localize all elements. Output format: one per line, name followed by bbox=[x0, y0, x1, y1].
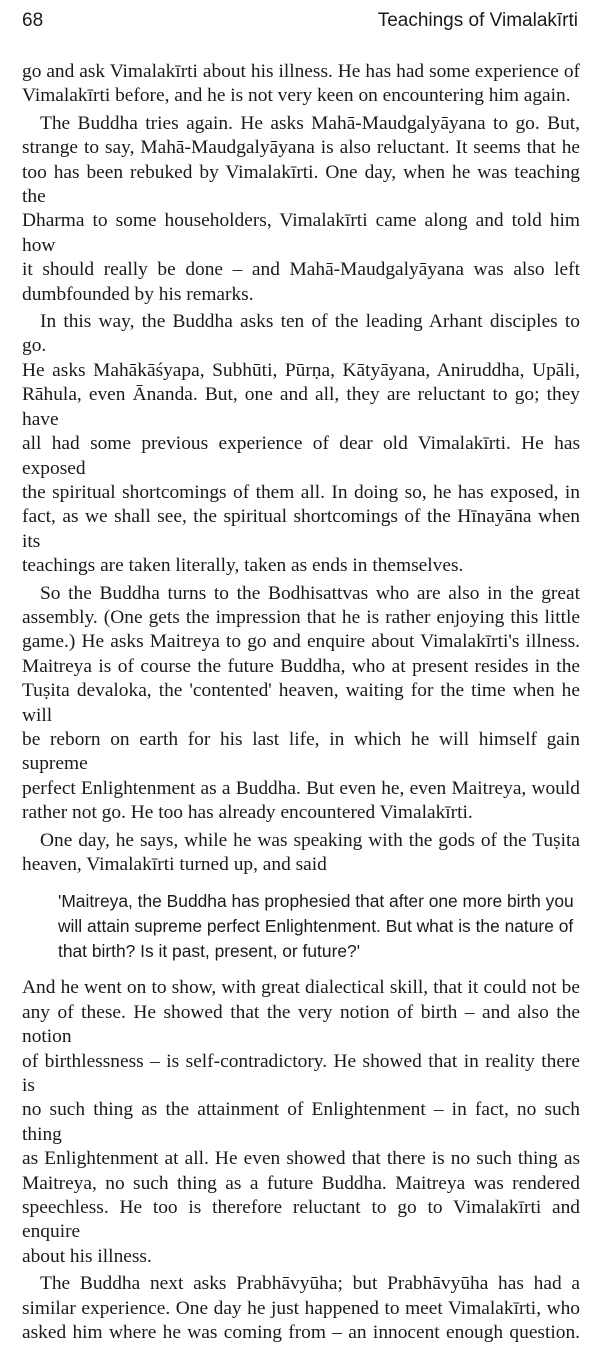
text-line: as Enlightenment at all. He even showed that there is no such thing as bbox=[22, 1148, 580, 1170]
paragraph bbox=[22, 1272, 580, 1345]
text-line: The Buddha next asks Prabhāvyūha; but Prabhāvyūha has had a bbox=[40, 1273, 580, 1295]
text-line: game.) He asks Maitreya to go and enquire about Vimalakīrti's illness. bbox=[22, 631, 580, 653]
text-line: of birthlessness – is self-contradictory. He showed that in reality there is bbox=[22, 1050, 580, 1097]
paragraph bbox=[22, 829, 580, 878]
text-line: Maitreya, no such thing as a future Buddha. Maitreya was rendered bbox=[22, 1172, 580, 1194]
text-line: too has been rebuked by Vimalakīrti. One day, when he was teaching the bbox=[22, 161, 580, 208]
text-line: Vimalakīrti before, and he is not very keen on encountering him again. bbox=[22, 85, 571, 107]
text-line: Rāhula, even Ānanda. But, one and all, they are reluctant to go; they have bbox=[22, 384, 580, 430]
text-line: One day, he says, while he was speaking with the gods of the Tuṣita bbox=[40, 829, 580, 851]
text-line: any of these. He showed that the very notion of birth – and also the notion bbox=[22, 1001, 580, 1048]
text-line: no such thing as the attainment of Enlightenment – in fact, no such thing bbox=[22, 1099, 580, 1145]
running-title: Teachings of Vimalakīrti bbox=[377, 10, 578, 31]
text-line: similar experience. One day he just happened to meet Vimalakīrti, who bbox=[22, 1297, 580, 1319]
text-line: speechless. He too is therefore reluctant to go to Vimalakīrti and enquire bbox=[22, 1197, 580, 1243]
text-line: And he went on to show, with great dialectical skill, that it could not be bbox=[22, 977, 580, 999]
text-line: Dharma to some householders, Vimalakīrti came along and told him how bbox=[22, 210, 580, 256]
text-line: be reborn on earth for his last life, in which he will himself gain supreme bbox=[22, 728, 580, 775]
text-line: Tuṣita devaloka, the 'contented' heaven, waiting for the time when he will bbox=[22, 680, 580, 726]
text-line: He asks Mahākāśyapa, Subhūti, Pūrṇa, Kātyāyana, Aniruddha, Upāli, bbox=[22, 359, 580, 381]
text-line: So the Buddha turns to the Bodhisattvas who are also in the great bbox=[40, 582, 580, 604]
text-line: teachings are taken literally, taken as ends in themselves. bbox=[22, 555, 464, 577]
text-line: The Buddha tries again. He asks Mahā-Maudgalyāyana to go. But, bbox=[40, 112, 580, 134]
quote-line: 'Maitreya, the Buddha has prophesied that after one more birth you bbox=[58, 891, 574, 912]
text-line: about his illness. bbox=[22, 1245, 152, 1267]
block-quote bbox=[58, 889, 580, 964]
text-line: the spiritual shortcomings of them all. In doing so, he has exposed, in bbox=[22, 481, 580, 503]
paragraph bbox=[22, 582, 580, 826]
text-line: it should really be done – and Mahā-Maudgalyāyana was also left bbox=[22, 259, 580, 281]
page-header bbox=[22, 10, 578, 40]
text-line: dumbfounded by his remarks. bbox=[22, 283, 254, 305]
text-line: fact, as we shall see, the spiritual shortcomings of the Hīnayāna when its bbox=[22, 506, 580, 552]
text-line: strange to say, Mahā-Maudgalyāyana is also reluctant. It seems that he bbox=[22, 137, 580, 159]
paragraph bbox=[22, 112, 580, 307]
body-text bbox=[22, 60, 580, 1349]
page-number: 68 bbox=[22, 10, 44, 31]
text-line: perfect Enlightenment as a Buddha. But even he, even Maitreya, would bbox=[22, 777, 580, 799]
text-line: rather not go. He too has already encountered Vimalakīrti. bbox=[22, 802, 473, 824]
text-line: Maitreya is of course the future Buddha, who at present resides in the bbox=[22, 655, 580, 677]
paragraph bbox=[22, 976, 580, 1269]
text-line: go and ask Vimalakīrti about his illness. He has had some experience of bbox=[22, 61, 580, 82]
paragraph bbox=[22, 60, 580, 109]
text-line: all had some previous experience of dear old Vimalakīrti. He has exposed bbox=[22, 433, 580, 479]
text-line: assembly. (One gets the impression that he is rather enjoying this little bbox=[22, 606, 580, 628]
text-line: heaven, Vimalakīrti turned up, and said bbox=[22, 854, 327, 875]
quote-line: that birth? Is it past, present, or future?' bbox=[58, 941, 361, 962]
text-line: In this way, the Buddha asks ten of the leading Arhant disciples to go. bbox=[22, 311, 580, 357]
quote-line: will attain supreme perfect Enlightenment. But what is the nature of bbox=[58, 916, 574, 937]
paragraph bbox=[22, 310, 580, 578]
text-line: asked him where he was coming from – an innocent enough question. bbox=[22, 1322, 580, 1344]
